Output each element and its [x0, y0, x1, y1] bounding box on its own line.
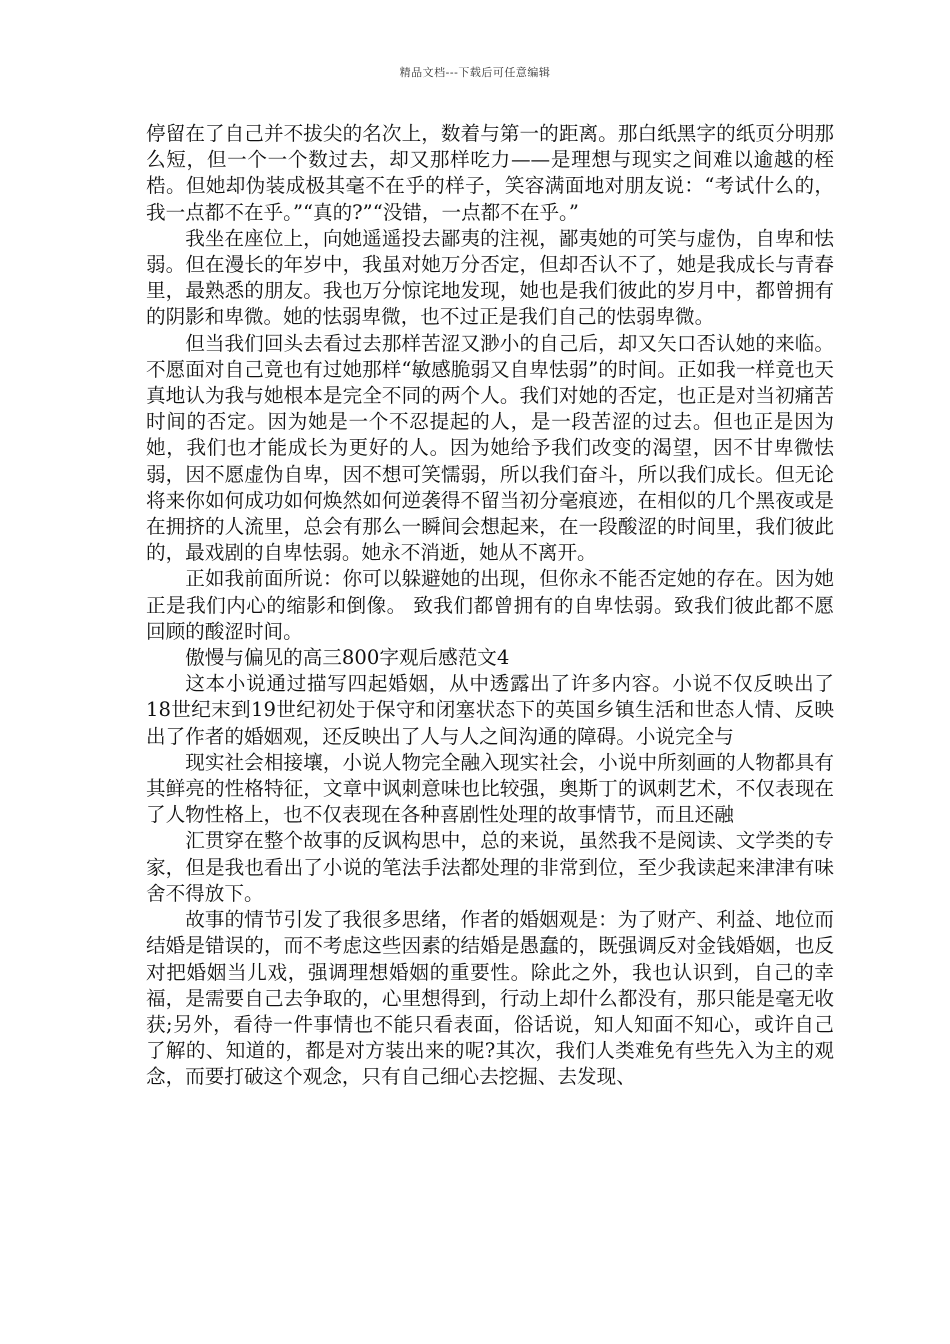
paragraph-4: 正如我前面所说：你可以躲避她的出现，但你永不能否定她的存在。因为她正是我们内心的缩影和倒像。 致我们都曾拥有的自卑怯弱。致我们彼此都不愿回顾的酸涩时间。 [146, 567, 834, 643]
document-body [146, 121, 834, 1091]
page-header: 精品文档---下载后可任意编辑 [399, 66, 551, 79]
paragraph-1: 停留在了自己并不拔尖的名次上，数着与第一的距离。那白纸黑字的纸页分明那么短，但一个一个数过去，却又那样吃力——是理想与现实之间难以逾越的桎梏。但她却伪装成极其毫不在乎的样子，笑容满面地对朋友说：“考试什么的，我一点都不在乎。”“真的?”“没错，一点都不在乎。” [146, 122, 834, 224]
paragraph-3: 但当我们回头去看过去那样苦涩又渺小的自己后，却又矢口否认她的来临。不愿面对自己竟也有过她那样“敏感脆弱又自卑怯弱”的时间。正如我一样竟也天真地认为我与她根本是完全不同的两个人。我们对她的否定，也正是对当初痛苦时间的否定。因为她是一个不忍提起的人，是一段苦涩的过去。但也正是因为她，我们也才能成长为更好的人。因为她给予我们改变的渴望，因不甘卑微怯弱，因不愿虚伪自卑，因不想可笑懦弱，所以我们奋斗，所以我们成长。但无论将来你如何成功如何焕然如何逆袭得不留当初分毫痕迹，在相似的几个黑夜或是在拥挤的人流里，总会有那么一瞬间会想起来，在一段酸涩的时间里，我们彼此的，最戏剧的自卑怯弱。她永不消逝，她从不离开。 [146, 331, 834, 565]
section-title: 傲慢与偏见的高三800字观后感范文4 [185, 646, 510, 670]
paragraph-2: 我坐在座位上，向她遥遥投去鄙夷的注视，鄙夷她的可笑与虚伪，自卑和怯弱。但在漫长的年岁中，我虽对她万分否定，但却否认不了，她是我成长与青春里，最熟悉的朋友。我也万分惊诧地发现，她也是我们彼此的岁月中，都曾拥有的阴影和卑微。她的怯弱卑微，也不过正是我们自己的怯弱卑微。 [146, 226, 834, 329]
paragraph-6: 现实社会相接壤，小说人物完全融入现实社会，小说中所刻画的人物都具有其鲜亮的性格特征，文章中讽刺意味也比较强，奥斯丁的讽刺艺术，不仅表现在了人物性格上，也不仅表现在各种喜剧性处理的故事情节，而且还融 [146, 750, 834, 827]
paragraph-8: 故事的情节引发了我很多思绪，作者的婚姻观是：为了财产、利益、地位而结婚是错误的，而不考虑这些因素的结婚是愚蠢的，既强调反对金钱婚姻，也反对把婚姻当儿戏，强调理想婚姻的重要性。除此之外，我也认识到，自己的幸福，是需要自己去争取的，心里想得到，行动上却什么都没有，那只能是毫无收获;另外，看待一件事情也不能只看表面，俗话说，知人知面不知心，或许自己了解的、知道的，都是对方装出来的呢?其次，我们人类难免有些先入为主的观念，而要打破这个观念，只有自己细心去挖掘、去发现、 [146, 908, 834, 1089]
paragraph-7: 汇贯穿在整个故事的反讽构思中，总的来说，虽然我不是阅读、文学类的专家，但是我也看出了小说的笔法手法都处理的非常到位，至少我读起来津津有味舍不得放下。 [146, 829, 834, 905]
paragraph-5: 这本小说通过描写四起婚姻，从中透露出了许多内容。小说不仅反映出了18世纪末到19世纪初处于保守和闭塞状态下的英国乡镇生活和世态人情、反映出了作者的婚姻观，还反映出了人与人之间沟通的障碍。小说完全与 [146, 672, 834, 748]
